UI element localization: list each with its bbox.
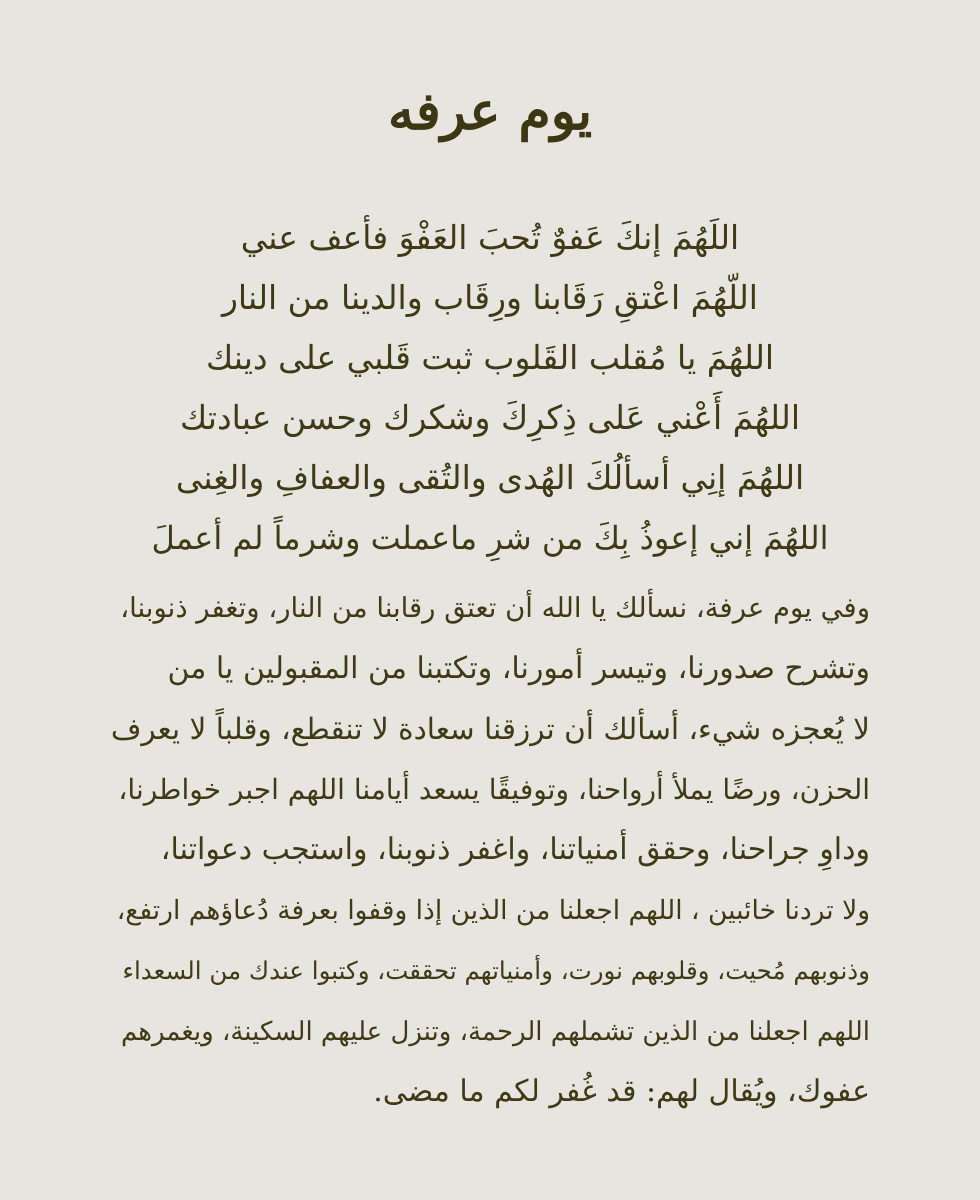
body-line: وفي يوم عرفة، نسألك يا الله أن تعتق رقابنا من النار، وتغفر ذنوبنا، <box>120 592 870 624</box>
dua-line: اللهُمَ يا مُقلب القَلوب ثبت قَلبي على دينك <box>205 338 775 377</box>
body-line: الحزن، ورضًا يملأ أرواحنا، وتوفيقًا يسعد أيامنا اللهم اجبر خواطرنا، <box>118 772 870 806</box>
dua-line: اللَهُمَ إنكَ عَفوٌ تُحبَ العَفْوَ فأعف عني <box>240 218 740 257</box>
page-title: يوم عرفه <box>387 81 593 142</box>
body-line: عفوك، ويُقال لهم: قد غُفر لكم ما مضى. <box>373 1074 870 1109</box>
body-line: وداوِ جراحنا، وحقق أمنياتنا، واغفر ذنوبنا، واستجب دعواتنا، <box>160 832 870 867</box>
dua-line: اللهُمَ أَعْني عَلى ذِكرِكَ وشكرك وحسن عبادتك <box>179 398 801 437</box>
dua-line: اللّهُمَ اعْتقِ رَقَابنا ورِقَاب والدينا من النار <box>222 278 758 317</box>
body-line: وتشرح صدورنا، وتيسر أمورنا، وتكتبنا من المقبولين يا من <box>167 650 870 686</box>
dua-line: اللهُمَ إني إعوذُ بِكَ من شرِ ماعملت وشرماً لم أعملَ <box>151 519 829 557</box>
body-line: اللهم اجعلنا من الذين تشملهم الرحمة، وتنزل عليهم السكينة، ويغمرهم <box>120 1016 870 1047</box>
dua-line: اللهُمَ إنِي أسألُكَ الهُدى والتُقى والعفافِ والغِنى <box>175 458 805 497</box>
body-line: وذنوبهم مُحيت، وقلوبهم نورت، وأمنياتهم تحققت، وكتبوا عندك من السعداء <box>122 956 870 985</box>
body-line: لا يُعجزه شيء، أسألك أن ترزقنا سعادة لا تنقطع، وقلباً لا يعرف <box>110 712 870 746</box>
dua-list <box>150 208 830 568</box>
body-line: ولا تردنا خائبين ، اللهم اجعلنا من الذين إذا وقفوا بعرفة دُعاؤهم ارتفع، <box>116 894 870 926</box>
body-paragraph <box>110 578 870 1123</box>
